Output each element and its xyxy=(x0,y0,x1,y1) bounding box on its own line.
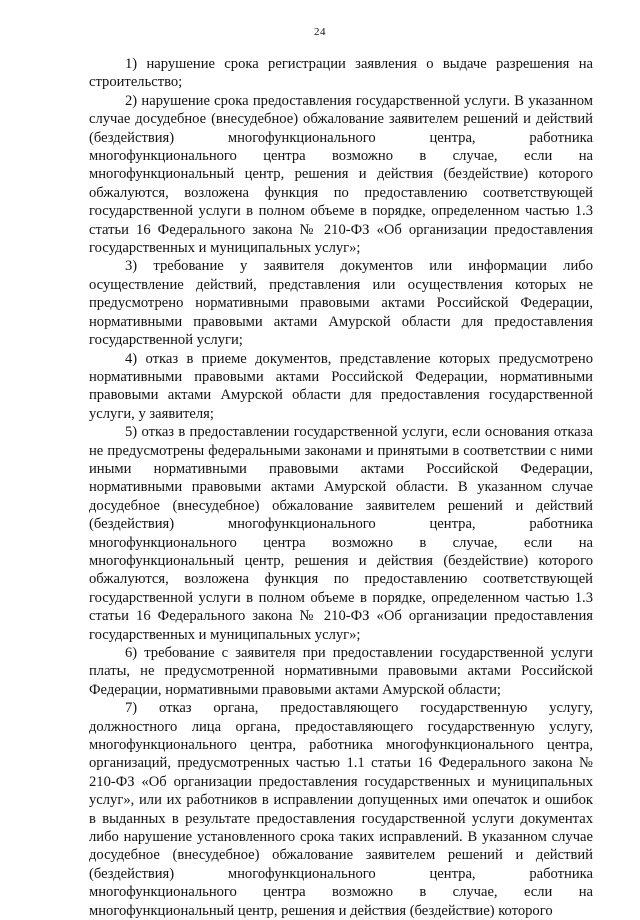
paragraph-item-1: 1) нарушение срока регистрации заявления о выдаче разрешения на строительство; xyxy=(89,56,593,91)
paragraph-item-3: 3) требование у заявителя документов или информации либо осуществление действий, представления или осуществления которых не предусмотрено нормативными правовыми актами Российской Федерации, нормативными правовыми актами Амурской области для предоставления государственной услуги; xyxy=(89,258,593,349)
page-number: 24 xyxy=(314,26,326,38)
paragraph-item-4: 4) отказ в приеме документов, представление которых предусмотрено нормативными правовыми актами Российской Федерации, нормативными правовыми актами Амурской области для предоставления государственной услуги, у заявителя; xyxy=(89,350,593,422)
paragraph-item-2: 2) нарушение срока предоставления государственной услуги. В указанном случае досудебное (внесудебное) обжалование заявителем решений и действий (бездействия) многофункционального центра, работника многофункционального центра возможно в случае, если на многофункциональный центр, решения и действия (бездействие) которого обжалуются, возложена функция по предоставлению соответствующей государственной услуги в полном объеме в порядке, определенном частью 1.3 статьи 16 Федерального закона № 210-ФЗ «Об организации предоставления государственных и муниципальных услуг»; xyxy=(89,92,593,257)
paragraph-item-7: 7) отказ органа, предоставляющего государственную услугу, должностного лица органа, предоставляющего государственную услугу, многофункционального центра, работника многофункционального центра, организаций, предусмотренных частью 1.1 статьи 16 Федерального закона № 210-ФЗ «Об организации предоставления государственных и муниципальных услуг», или их работников в исправлении допущенных ими опечаток и ошибок в выданных в результате предоставления государственной услуги документах либо нарушение установленного срока таких исправлений. В указанном случае досудебное (внесудебное) обжалование заявителем решений и действий (бездействия) многофункционального центра, работника многофункционального центра возможно в случае, если на многофункциональный центр, решения и действия (бездействие) которого xyxy=(89,700,593,919)
document-body xyxy=(89,55,593,920)
paragraph-item-6: 6) требование с заявителя при предоставлении государственной услуги платы, не предусмотренной нормативными правовыми актами Российской Федерации, нормативными правовыми актами Амурской области; xyxy=(89,645,593,698)
paragraph-item-5: 5) отказ в предоставлении государственной услуги, если основания отказа не предусмотрены федеральными законами и принятыми в соответствии с ними иными нормативными правовыми актами Российской Федерации, нормативными правовыми актами Амурской области. В указанном случае досудебное (внесудебное) обжалование заявителем решений и действий (бездействия) многофункционального центра, работника многофункционального центра возможно в случае, если на многофункциональный центр, решения и действия (бездействие) которого обжалуются, возложена функция по предоставлению соответствующей государственной услуги в полном объеме в порядке, определенном частью 1.3 статьи 16 Федерального закона № 210-ФЗ «Об организации предоставления государственных и муниципальных услуг»; xyxy=(89,424,593,643)
